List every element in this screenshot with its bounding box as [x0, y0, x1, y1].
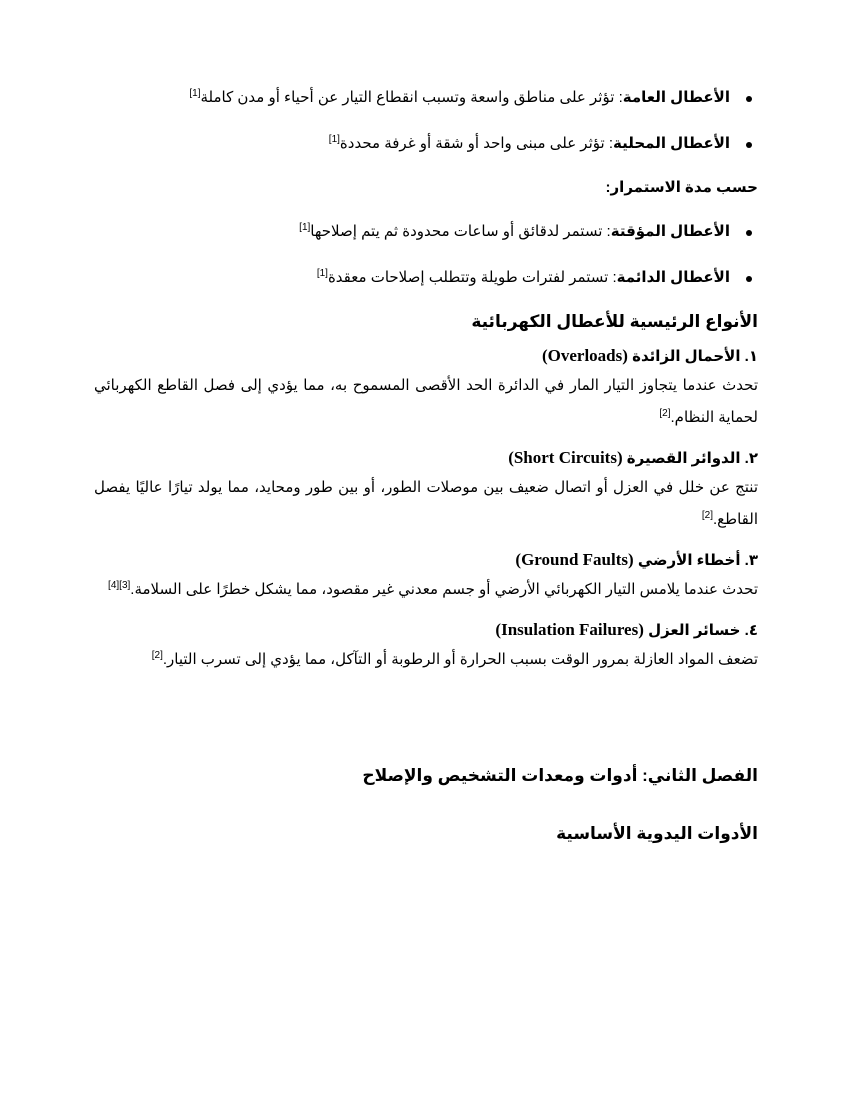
list-item	[94, 86, 758, 110]
description-text: تضعف المواد العازلة بمرور الوقت بسبب الحرارة أو الرطوبة أو التآكل، مما يؤدي إلى تسرب التيار.	[162, 651, 758, 668]
duration-faults-list	[94, 220, 758, 290]
fault-type-heading	[94, 550, 758, 570]
fault-type-section	[94, 550, 758, 606]
description-text: تنتج عن خلل في العزل أو اتصال ضعيف بين موصلات الطور، أو بين طور ومحايد، مما يولد تيارًا عاليًا يفصل القاطع.	[94, 479, 758, 528]
fault-type-description	[94, 370, 758, 434]
tools-heading: الأدوات اليدوية الأساسية	[556, 824, 758, 843]
list-item	[94, 132, 758, 156]
fault-type-section	[94, 346, 758, 434]
main-types-heading: الأنواع الرئيسية للأعطال الكهربائية	[471, 312, 758, 331]
list-item-term: الأعطال العامة	[622, 89, 730, 106]
citation-link[interactable]: [2]	[659, 408, 671, 419]
list-item-text: : تؤثر على مناطق واسعة وتسبب انقطاع التيار عن أحياء أو مدن كاملة	[200, 89, 623, 106]
fault-type-description	[94, 574, 758, 606]
fault-type-description	[94, 472, 758, 536]
fault-type-number: ٤.	[744, 622, 758, 639]
fault-type-english: (Insulation Failures)	[495, 620, 644, 639]
description-text: تحدث عندما يتجاوز التيار المار في الدائرة الحد الأقصى المسموح به، مما يؤدي إلى فصل القاطع الكهربائي لحماية النظام.	[94, 377, 758, 426]
list-item-text: : تستمر لدقائق أو ساعات محدودة ثم يتم إصلاحها	[310, 223, 611, 240]
fault-type-number: ٣.	[744, 552, 758, 569]
fault-type-title: الأحمال الزائدة	[632, 348, 741, 365]
citation-link[interactable]: [1]	[328, 134, 340, 145]
fault-type-heading	[94, 620, 758, 640]
fault-type-english: (Ground Faults)	[515, 550, 634, 569]
duration-heading: حسب مدة الاستمرار:	[605, 179, 758, 196]
citation-link[interactable]: [2]	[701, 510, 713, 521]
list-item-term: الأعطال المؤقتة	[610, 223, 730, 240]
fault-type-description	[94, 644, 758, 676]
list-item	[94, 266, 758, 290]
fault-type-english: (Overloads)	[541, 346, 628, 365]
fault-type-english: (Short Circuits)	[508, 448, 623, 467]
list-item-term: الأعطال الدائمة	[616, 269, 730, 286]
document-content	[94, 86, 758, 844]
citation-link[interactable]: [3][4]	[108, 580, 131, 591]
description-text: تحدث عندما يلامس التيار الكهربائي الأرضي أو جسم معدني غير مقصود، مما يشكل خطرًا على السلامة.	[130, 581, 758, 598]
fault-type-title: أخطاء الأرضي	[637, 552, 741, 569]
list-item	[94, 220, 758, 244]
citation-link[interactable]: [1]	[316, 268, 328, 279]
fault-type-heading	[94, 346, 758, 366]
list-item-text: : تستمر لفترات طويلة وتتطلب إصلاحات معقدة	[327, 269, 617, 286]
list-item-term: الأعطال المحلية	[613, 135, 730, 152]
citation-link[interactable]: [1]	[189, 88, 201, 99]
fault-type-heading	[94, 448, 758, 468]
chapter-title: الفصل الثاني: أدوات ومعدات التشخيص والإصلاح	[362, 766, 758, 785]
citation-link[interactable]: [2]	[151, 650, 163, 661]
fault-type-title: خسائر العزل	[648, 622, 741, 639]
list-item-text: : تؤثر على مبنى واحد أو شقة أو غرفة محددة	[339, 135, 614, 152]
fault-type-section	[94, 620, 758, 676]
fault-type-section	[94, 448, 758, 536]
citation-link[interactable]: [1]	[299, 222, 311, 233]
fault-type-title: الدوائر القصيرة	[626, 450, 741, 467]
fault-type-number: ٢.	[744, 450, 758, 467]
fault-type-number: ١.	[744, 348, 758, 365]
general-faults-list	[94, 86, 758, 156]
